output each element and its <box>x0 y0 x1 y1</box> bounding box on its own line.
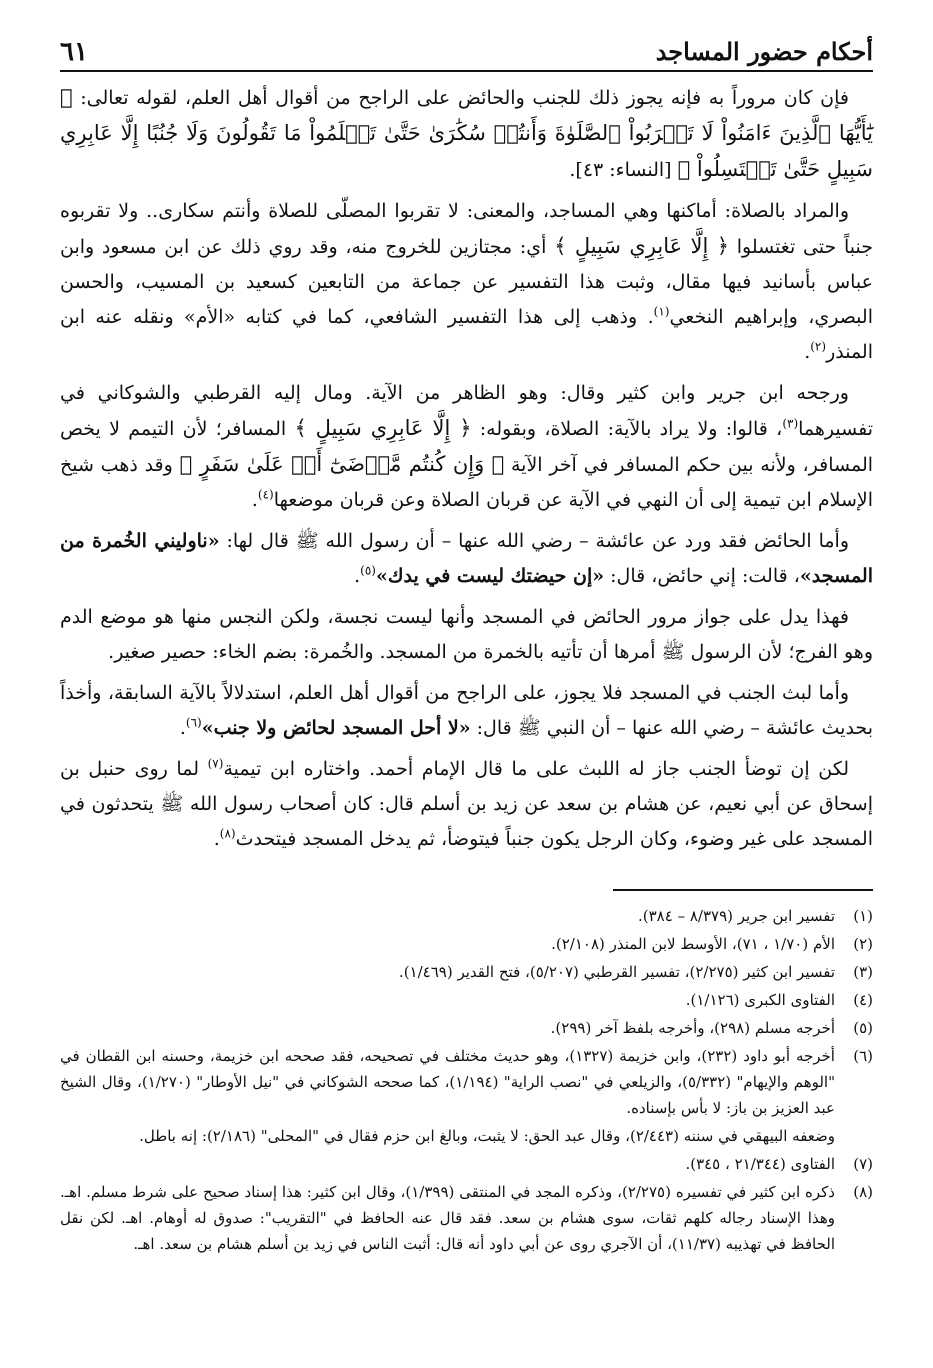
footnote-item <box>60 903 873 929</box>
footnote-ref: (٧) <box>207 756 224 771</box>
footnote-number: (٣) <box>853 963 873 981</box>
footnote-item <box>60 1151 873 1177</box>
text-segment: ورجحه ابن جرير وابن كثير وقال: وهو الظاهر من الآية. ومال إليه القرطبي والشوكاني في تفسيرهما <box>60 382 873 440</box>
paragraph <box>60 600 873 670</box>
page-number: ٦١ <box>60 37 88 67</box>
footnote-ref: (٤) <box>257 487 274 502</box>
paragraph <box>60 194 873 370</box>
text-segment: . وذهب إلى هذا التفسير الشافعي، كما في كتابه «الأم» ونقله عنه ابن المنذر <box>60 306 873 363</box>
footnote-text: أخرجه أبو داود (٢٣٢)، وابن خزيمة (١٣٢٧)، وهو حديث مختلف في تصحيحه، فقد صححه ابن خزيمة، وحسنه ابن القطان في "الوهم والإيهام" (٥/٣٣٢)، والزيلعي في "نصب الراية" (١/١٩٤)، كما صححه الشوكاني في "نيل الأوطار" (١/٢٧٠)، وقال الشيخ عبد العزيز بن باز: لا بأس بإسناده. <box>60 1047 835 1117</box>
footnote-text: الفتاوى (٢١/٣٤٤ ، ٣٤٥). <box>685 1155 835 1173</box>
quran-verse: ﴿ إِلَّا عَابِرِي سَبِيلٍ ﴾ <box>294 416 472 440</box>
text-segment: . <box>179 717 186 739</box>
paragraph <box>60 676 873 746</box>
footnote-item <box>60 987 873 1013</box>
text-segment: وقد ذهب شيخ الإسلام ابن تيمية إلى أن النهي في الآية عن قربان الصلاة وعن قربان موضعها <box>60 454 873 511</box>
paragraph <box>60 376 873 518</box>
text-segment: . <box>354 565 361 587</box>
footnote-text: الأم (١/٧٠ ، ٧١)، الأوسط لابن المنذر (٢/١٠٨). <box>551 935 835 953</box>
paragraph <box>60 752 873 857</box>
footnote-ref: (٦) <box>185 715 202 730</box>
footnote-number: (٧) <box>853 1155 873 1173</box>
text-segment: . <box>213 828 220 850</box>
text-segment: . <box>804 341 811 363</box>
text-segment: فهذا يدل على جواز مرور الحائض في المسجد وأنها ليست نجسة، ولكن النجس منها هو موضع الدم وهو الفرج؛ لأن الرسول ﷺ أمرها أن تأتيه بالخمرة من المسجد. والخُمرة: بضم الخاء: حصير صغير. <box>60 606 873 663</box>
quran-verse: ﴿ وَإِن كُنتُم مَّرۡضَىٰٓ أَوۡ عَلَىٰ سَفَرٍ ﴾ <box>179 452 505 476</box>
footnote-number: (٨) <box>853 1183 873 1201</box>
footnote-number: (١) <box>853 907 873 925</box>
text-segment: ، قالت: إني حائض، قال: <box>604 565 800 587</box>
footnote-ref: (٨) <box>219 826 236 841</box>
text-segment: لكن إن توضأ الجنب جاز له اللبث على ما قال الإمام أحمد. واختاره ابن تيمية <box>223 758 849 780</box>
footnote-separator <box>613 889 873 891</box>
footnote-number: (٤) <box>853 991 873 1009</box>
footnote-text: تفسير ابن جرير (٨/٣٧٩ – ٣٨٤). <box>638 907 835 925</box>
text-segment: وأما لبث الجنب في المسجد فلا يجوز، على الراجح من أقوال أهل العلم، استدلالاً بالآية السابقة، وأخذاً بحديث عائشة – رضي الله عنها – أن النبي ﷺ قال: <box>60 682 873 739</box>
quran-verse: ﴿ يَٰٓأَيُّهَا ٱلَّذِينَ ءَامَنُواْ لَا تَقۡرَبُواْ ٱلصَّلَوٰةَ وَأَنتُمۡ سُكَٰرَىٰ حَتَّىٰ تَعۡلَمُواْ مَا تَقُولُونَ وَلَا جُنُبًا إِلَّا عَابِرِي سَبِيلٍ حَتَّىٰ تَغۡتَسِلُواْ ﴾ <box>60 85 873 181</box>
footnote-number: (٢) <box>853 935 873 953</box>
footnotes-section <box>60 903 873 1257</box>
running-title: أحكام حضور المساجد <box>655 37 873 66</box>
main-text <box>60 80 873 857</box>
hadith-quote: «ناوليني الخُمرة من المسجد» <box>60 530 873 587</box>
text-segment: وأما الحائض فقد ورد عن عائشة – رضي الله عنها – أن رسول الله ﷺ قال لها: <box>219 530 849 552</box>
text-segment: ، قالوا: ولا يراد بالآية: الصلاة، وبقوله: <box>471 418 783 440</box>
footnote-item <box>60 959 873 985</box>
book-page <box>60 28 873 1259</box>
footnote-number: (٥) <box>853 1019 873 1037</box>
footnote-text: أخرجه مسلم (٢٩٨)، وأخرجه بلفظ آخر (٢٩٩). <box>550 1019 835 1037</box>
text-segment: [النساء: ٤٣]. <box>569 159 678 181</box>
text-segment: والمراد بالصلاة: أماكنها وهي المساجد، والمعنى: لا تقربوا المصلّى للصلاة وأنتم سكارى.. ولا تقربوه جنباً حتى تغتسلوا <box>60 200 873 258</box>
quran-verse: ﴿ إِلَّا عَابِرِي سَبِيلٍ ﴾ <box>554 234 729 258</box>
footnote-text: ذكره ابن كثير في تفسيره (٢/٢٧٥)، وذكره المجد في المنتقى (١/٣٩٩)، وقال ابن كثير: هذا إسناد صحيح على شرط مسلم. اهـ. وهذا الإسناد رجاله كلهم ثقات، سوى هشام بن سعد. فقد قال عنه الحافظ في "التقريب": صدوق له أوهام. اهـ. لكن نقل الحافظ في تهذيبه (١١/٣٧)، أن الآجري روى عن أبي داود أنه قال: أثبت الناس في زيد بن أسلم هشام بن سعد. اهـ. <box>60 1183 835 1253</box>
footnote-text: الفتاوى الكبرى (١/١٢٦). <box>685 991 835 1009</box>
footnote-text: تفسير ابن كثير (٢/٢٧٥)، تفسير القرطبي (٥/٢٠٧)، فتح القدير (١/٤٦٩). <box>398 963 835 981</box>
text-segment: لما روى حنبل بن إسحاق عن أبي نعيم، عن هشام بن سعد عن زيد بن أسلم قال: كان أصحاب رسول الله ﷺ يتحدثون في المسجد على غير وضوء، وكان الرجل يكون جنباً فيتوضأ، ثم يدخل المسجد فيتحدث <box>60 758 873 850</box>
hadith-quote: «إن حيضتك ليست في يدك» <box>375 565 605 587</box>
footnote-item <box>60 1179 873 1257</box>
footnote-ref: (٥) <box>360 563 376 578</box>
footnote-ref: (٢) <box>810 339 827 354</box>
text-segment: فإن كان مروراً به فإنه يجوز ذلك للجنب والحائض على الراجح من أقوال أهل العلم، لقوله تعالى: <box>72 87 849 109</box>
footnote-item <box>60 1015 873 1041</box>
footnote-continuation: وضعفه البيهقي في سننه (٢/٤٤٣)، وقال عبد الحق: لا يثبت، وبالغ ابن حزم فقال في "المحلى" (٢/١٨٦): إنه باطل. <box>139 1127 835 1145</box>
footnote-number: (٦) <box>853 1047 873 1065</box>
text-segment: . <box>251 489 258 511</box>
text-segment: المسافر؛ لأن التيمم لا يخص المسافر، ولأنه بين حكم المسافر في آخر الآية <box>60 418 874 476</box>
footnote-ref: (١) <box>653 304 670 319</box>
hadith-quote: «لا أحل المسجد لحائض ولا جنب» <box>201 717 471 739</box>
text-segment: أي: مجتازين للخروج منه، وقد روي ذلك عن ابن مسعود وابن عباس بأسانيد فيها مقال، وثبت هذا التفسير عن جماعة من التابعين كسعيد بن المسيب، والحسن البصري، وإبراهيم النخعي <box>60 236 873 328</box>
footnote-ref: (٣) <box>782 416 799 431</box>
footnote-item <box>60 1043 873 1121</box>
page-header <box>60 28 873 72</box>
paragraph <box>60 524 873 594</box>
footnote-item <box>60 931 873 957</box>
paragraph <box>60 80 873 188</box>
